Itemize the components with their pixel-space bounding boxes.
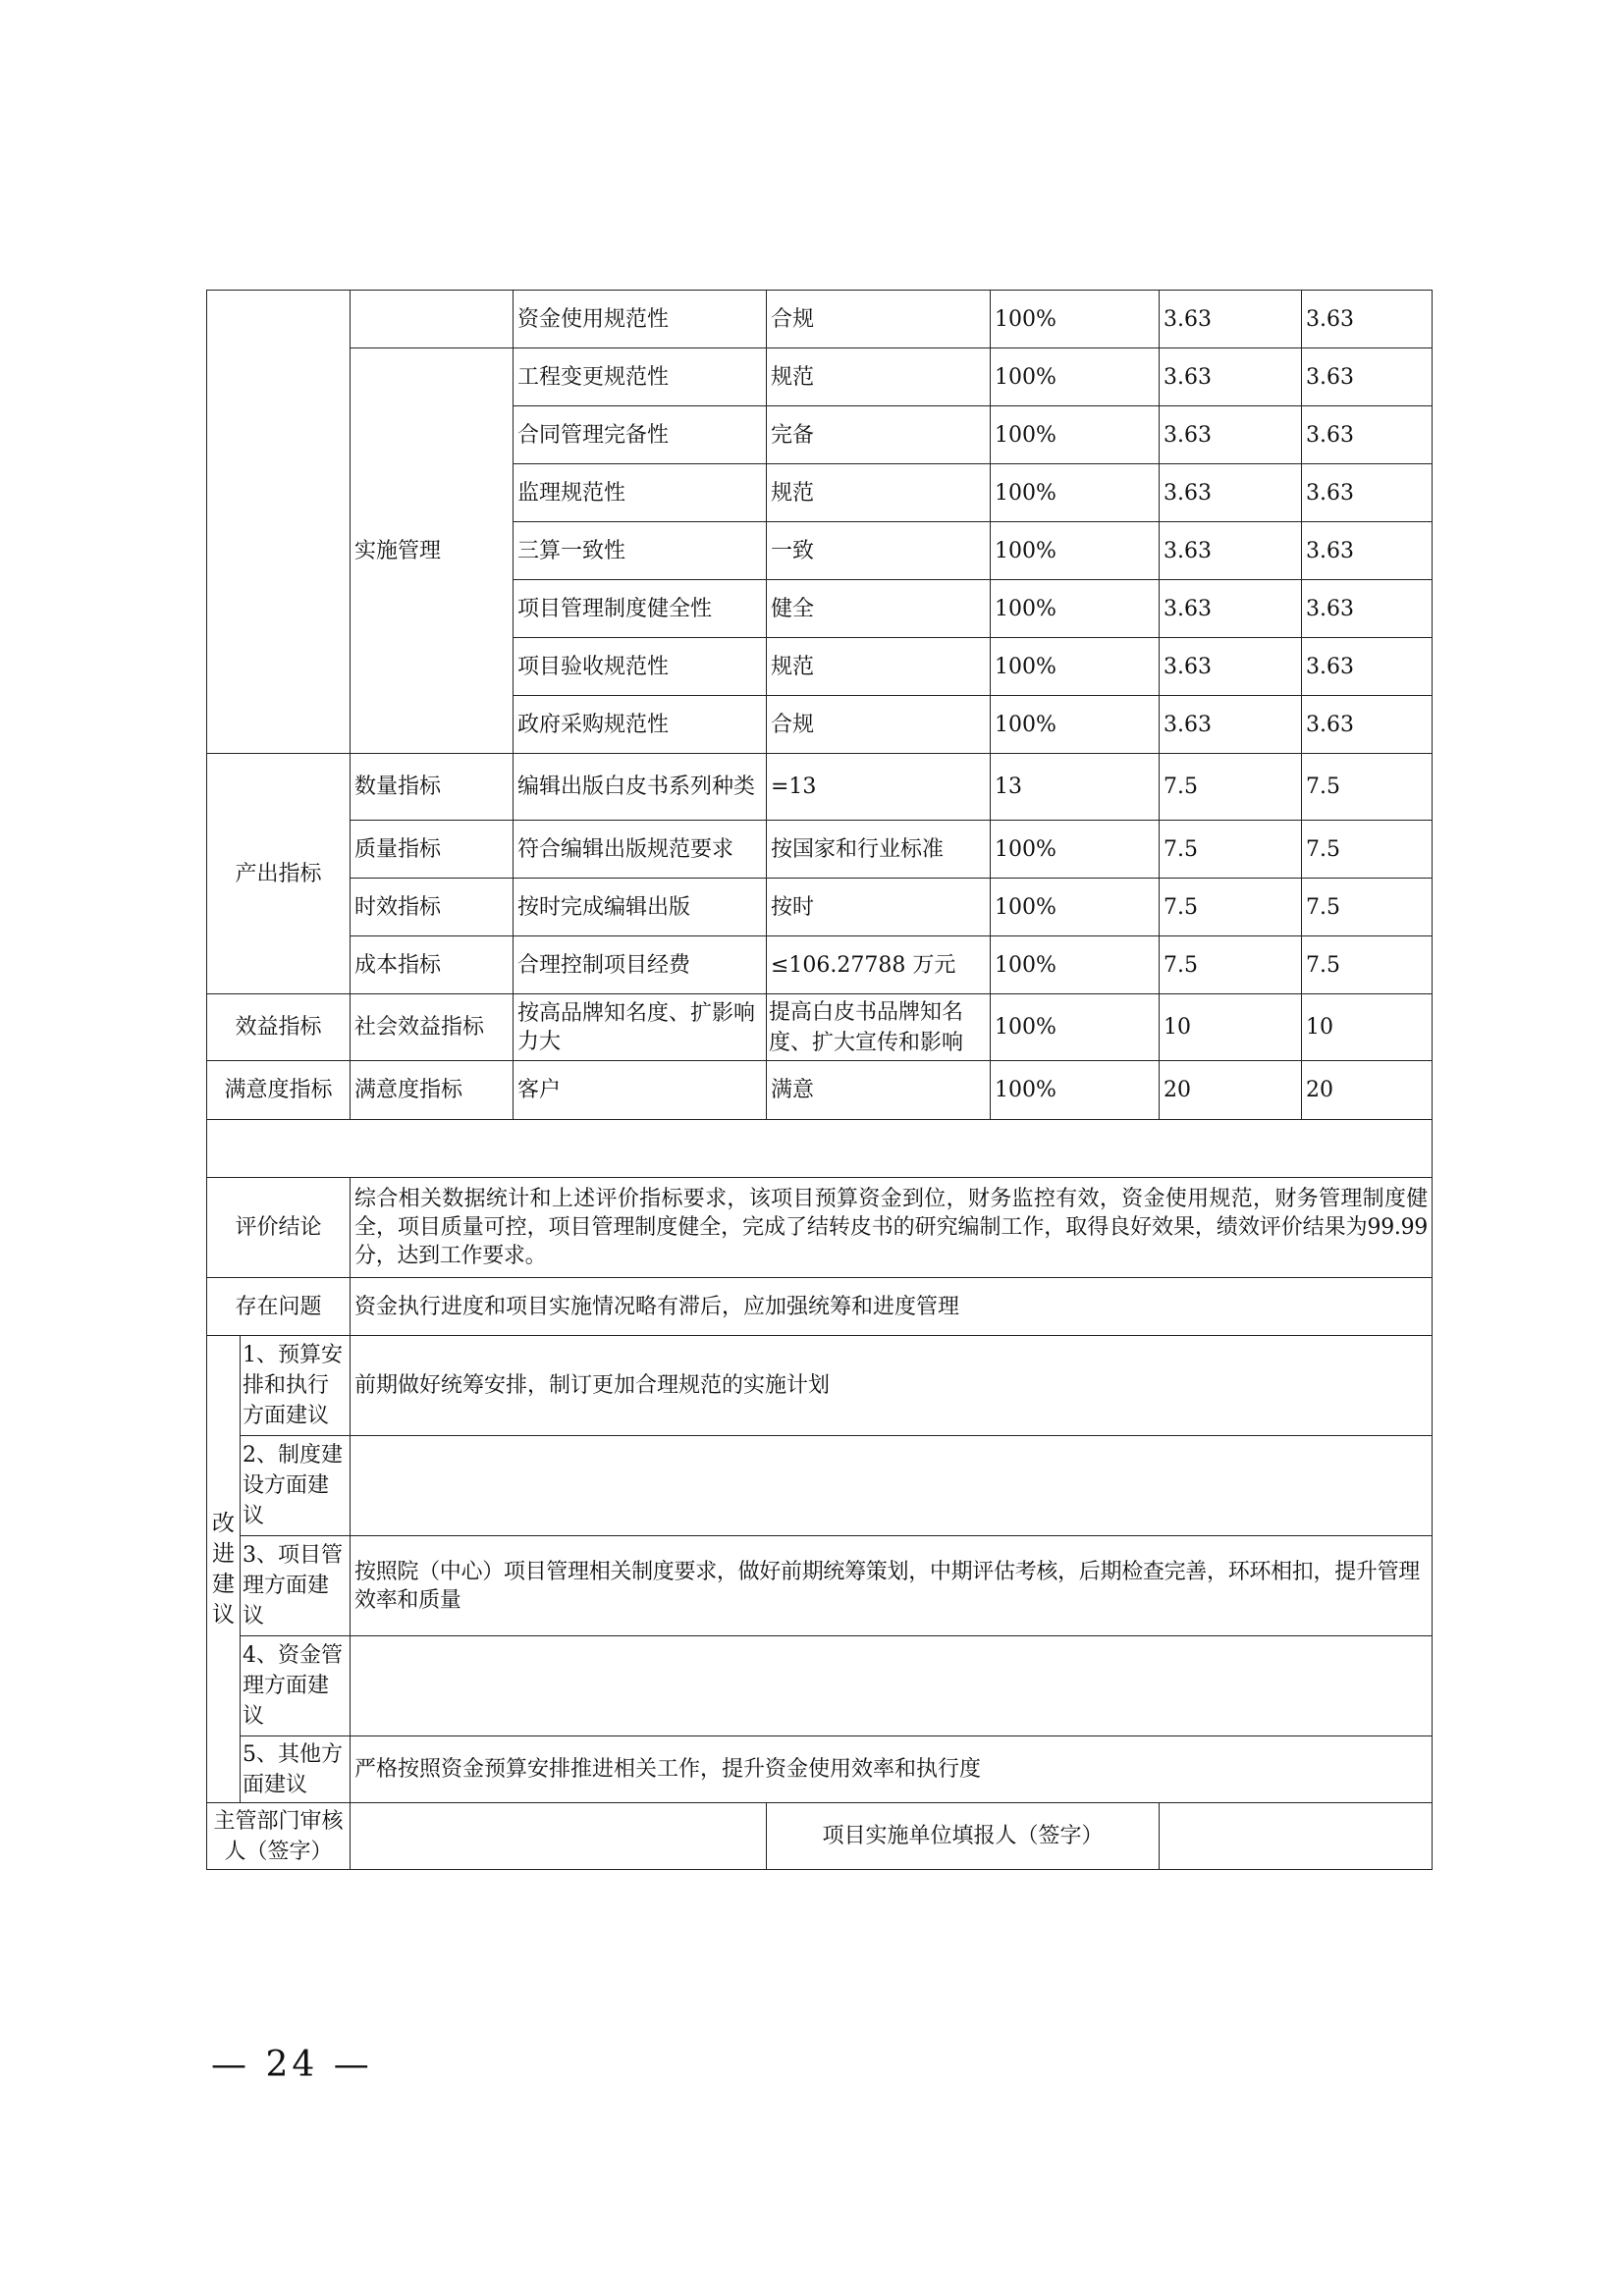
subcategory-cell: 满意度指标	[351, 1061, 514, 1120]
suggestion-title: 4、资金管理方面建议	[241, 1636, 351, 1736]
indicator-cell: 合同管理完备性	[514, 406, 767, 464]
reviewer-sign-field[interactable]	[351, 1803, 767, 1870]
indicator-cell: 按时完成编辑出版	[514, 879, 767, 936]
score-cell: 7.5	[1302, 936, 1433, 994]
evaluation-table	[206, 290, 1433, 1870]
weight-cell: 7.5	[1160, 936, 1302, 994]
score-cell: 3.63	[1302, 580, 1433, 638]
suggestion-title: 1、预算安排和执行方面建议	[241, 1336, 351, 1436]
indicator-cell: 合理控制项目经费	[514, 936, 767, 994]
rate-cell: 100%	[991, 291, 1160, 348]
rate-cell: 100%	[991, 994, 1160, 1061]
suggestion-title: 5、其他方面建议	[241, 1736, 351, 1803]
problems-label: 存在问题	[207, 1278, 351, 1336]
table-row	[207, 1061, 1433, 1120]
table-row	[207, 1336, 1433, 1436]
rate-cell: 100%	[991, 464, 1160, 522]
value-cell: 规范	[767, 638, 991, 696]
subcategory-cell: 数量指标	[351, 754, 514, 821]
table-row	[207, 291, 1433, 348]
weight-cell: 10	[1160, 994, 1302, 1061]
value-cell: 合规	[767, 696, 991, 754]
indicator-cell: 符合编辑出版规范要求	[514, 821, 767, 879]
weight-cell: 3.63	[1160, 580, 1302, 638]
conclusion-text: 综合相关数据统计和上述评价指标要求，该项目预算资金到位，财务监控有效，资金使用规范，财务管理制度健全，项目质量可控，项目管理制度健全，完成了结转皮书的研究编制工作，取得良好效果，绩效评价结果为99.99分，达到工作要求。	[351, 1178, 1433, 1278]
score-cell: 3.63	[1302, 638, 1433, 696]
problems-text: 资金执行进度和项目实施情况略有滞后，应加强统筹和进度管理	[351, 1278, 1433, 1336]
indicator-cell: 按高品牌知名度、扩影响力大	[514, 994, 767, 1061]
table-row	[207, 1436, 1433, 1536]
table-row	[207, 754, 1433, 821]
category-cell	[207, 291, 351, 754]
score-cell: 3.63	[1302, 291, 1433, 348]
weight-cell: 7.5	[1160, 754, 1302, 821]
value-cell: 一致	[767, 522, 991, 580]
suggestion-title: 3、项目管理方面建议	[241, 1536, 351, 1636]
indicator-cell: 编辑出版白皮书系列种类	[514, 754, 767, 821]
value-cell: 合规	[767, 291, 991, 348]
value-cell: 按时	[767, 879, 991, 936]
table-row	[207, 1278, 1433, 1336]
table-row	[207, 1120, 1433, 1178]
indicator-cell: 工程变更规范性	[514, 348, 767, 406]
table-row	[207, 348, 1433, 406]
rate-cell: 100%	[991, 936, 1160, 994]
indicator-cell: 资金使用规范性	[514, 291, 767, 348]
rate-cell: 100%	[991, 696, 1160, 754]
weight-cell: 3.63	[1160, 348, 1302, 406]
value-cell: =13	[767, 754, 991, 821]
weight-cell: 3.63	[1160, 464, 1302, 522]
value-cell: 完备	[767, 406, 991, 464]
table-row	[207, 1736, 1433, 1803]
improve-label	[207, 1336, 241, 1803]
empty-cell	[207, 1120, 1433, 1178]
rate-cell: 100%	[991, 1061, 1160, 1120]
conclusion-label: 评价结论	[207, 1178, 351, 1278]
table-row	[207, 821, 1433, 879]
score-cell: 7.5	[1302, 754, 1433, 821]
filler-sign-label: 项目实施单位填报人（签字）	[767, 1803, 1160, 1870]
score-cell: 7.5	[1302, 879, 1433, 936]
weight-cell: 20	[1160, 1061, 1302, 1120]
weight-cell: 3.63	[1160, 522, 1302, 580]
subcategory-cell	[351, 291, 514, 348]
table-row	[207, 936, 1433, 994]
score-cell: 3.63	[1302, 406, 1433, 464]
table-row	[207, 1178, 1433, 1278]
page-number: — 24 —	[211, 2045, 373, 2085]
value-cell: 健全	[767, 580, 991, 638]
reviewer-sign-label: 主管部门审核人（签字）	[207, 1803, 351, 1870]
suggestion-text: 严格按照资金预算安排推进相关工作，提升资金使用效率和执行度	[351, 1736, 1433, 1803]
suggestion-text: 前期做好统筹安排，制订更加合理规范的实施计划	[351, 1336, 1433, 1436]
suggestion-text	[351, 1436, 1433, 1536]
suggestion-text	[351, 1636, 1433, 1736]
subcategory-cell: 社会效益指标	[351, 994, 514, 1061]
score-cell: 3.63	[1302, 696, 1433, 754]
weight-cell: 3.63	[1160, 638, 1302, 696]
table-row	[207, 1636, 1433, 1736]
score-cell: 7.5	[1302, 821, 1433, 879]
subcategory-cell: 实施管理	[351, 348, 514, 754]
value-cell: ≤106.27788 万元	[767, 936, 991, 994]
rate-cell: 100%	[991, 406, 1160, 464]
suggestion-text: 按照院（中心）项目管理相关制度要求，做好前期统筹策划，中期评估考核，后期检查完善，环环相扣，提升管理效率和质量	[351, 1536, 1433, 1636]
indicator-cell: 项目管理制度健全性	[514, 580, 767, 638]
weight-cell: 3.63	[1160, 406, 1302, 464]
indicator-cell: 三算一致性	[514, 522, 767, 580]
filler-sign-field[interactable]	[1160, 1803, 1433, 1870]
value-cell: 提高白皮书品牌知名度、扩大宣传和影响	[767, 994, 991, 1061]
table-row	[207, 1536, 1433, 1636]
score-cell: 3.63	[1302, 464, 1433, 522]
rate-cell: 100%	[991, 348, 1160, 406]
indicator-cell: 项目验收规范性	[514, 638, 767, 696]
indicator-cell: 客户	[514, 1061, 767, 1120]
indicator-cell: 监理规范性	[514, 464, 767, 522]
rate-cell: 100%	[991, 879, 1160, 936]
table-row	[207, 879, 1433, 936]
suggestion-title: 2、制度建设方面建议	[241, 1436, 351, 1536]
improve-label-text: 改 进 建 议	[212, 1510, 235, 1628]
subcategory-cell: 成本指标	[351, 936, 514, 994]
score-cell: 3.63	[1302, 348, 1433, 406]
table-row	[207, 1803, 1433, 1870]
category-cell: 满意度指标	[207, 1061, 351, 1120]
weight-cell: 3.63	[1160, 696, 1302, 754]
score-cell: 3.63	[1302, 522, 1433, 580]
category-cell: 效益指标	[207, 994, 351, 1061]
rate-cell: 100%	[991, 580, 1160, 638]
rate-cell: 100%	[991, 522, 1160, 580]
value-cell: 规范	[767, 464, 991, 522]
rate-cell: 100%	[991, 821, 1160, 879]
weight-cell: 7.5	[1160, 879, 1302, 936]
value-cell: 规范	[767, 348, 991, 406]
indicator-cell: 政府采购规范性	[514, 696, 767, 754]
rate-cell: 13	[991, 754, 1160, 821]
weight-cell: 7.5	[1160, 821, 1302, 879]
category-cell: 产出指标	[207, 754, 351, 994]
value-cell: 按国家和行业标准	[767, 821, 991, 879]
score-cell: 20	[1302, 1061, 1433, 1120]
rate-cell: 100%	[991, 638, 1160, 696]
subcategory-cell: 时效指标	[351, 879, 514, 936]
subcategory-cell: 质量指标	[351, 821, 514, 879]
value-cell: 满意	[767, 1061, 991, 1120]
score-cell: 10	[1302, 994, 1433, 1061]
weight-cell: 3.63	[1160, 291, 1302, 348]
table-row	[207, 994, 1433, 1061]
